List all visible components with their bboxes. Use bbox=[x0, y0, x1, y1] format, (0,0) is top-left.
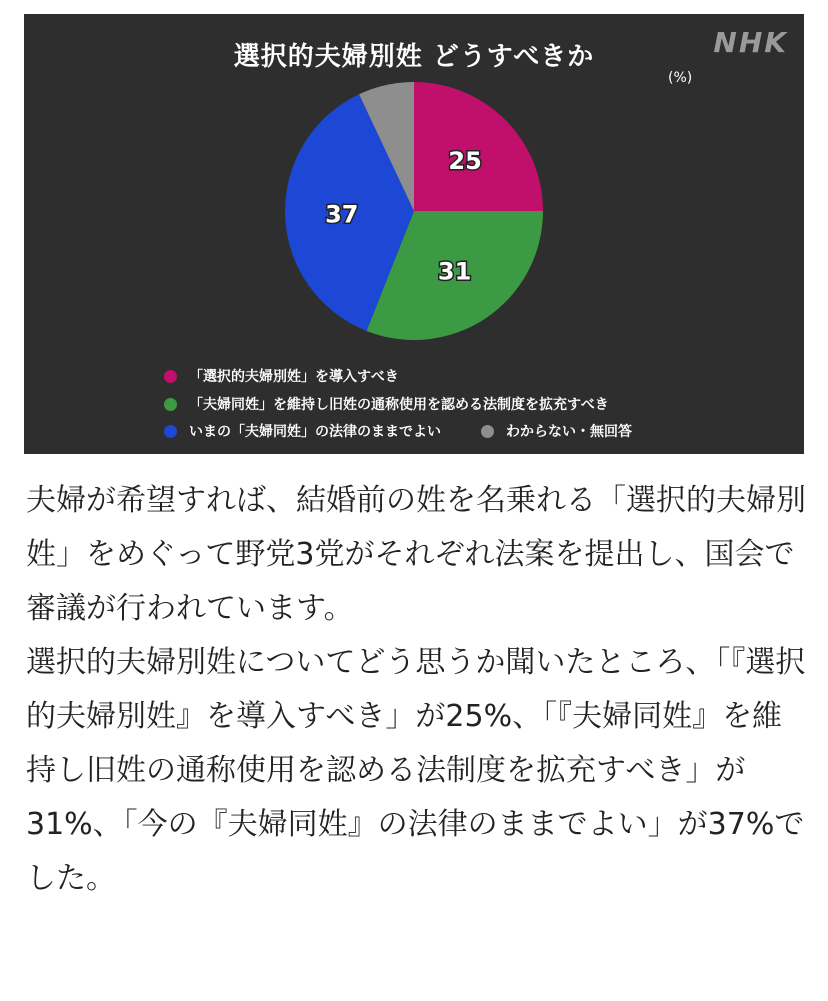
legend-label-maintain-expand: 「夫婦同姓」を維持し旧姓の通称使用を認める法制度を拡充すべき bbox=[189, 397, 609, 413]
pie-label-introduce: 25 bbox=[448, 146, 482, 175]
pie-chart bbox=[24, 14, 804, 354]
legend-label-current-law: いまの「夫婦同姓」の法律のままでよい bbox=[189, 424, 441, 440]
legend-swatch-current-law bbox=[164, 425, 177, 438]
article-paragraph-1: 夫婦が希望すれば、結婚前の姓を名乗れる「選択的夫婦別姓」をめぐって野党3党がそれぞれ法案を提出し、国会で審議が行われています。 bbox=[26, 483, 806, 626]
chart-title: 選択的夫婦別姓 どうすべきか bbox=[233, 42, 595, 72]
legend-item-introduce bbox=[164, 366, 399, 386]
pie-label-maintain-expand: 31 bbox=[437, 257, 472, 286]
legend-swatch-introduce bbox=[164, 370, 177, 383]
article-body bbox=[26, 474, 806, 906]
nhk-logo: NHK bbox=[713, 26, 788, 59]
article-paragraph-2: 選択的夫婦別姓についてどう思うか聞いたところ、「『選択的夫婦別姓』を導入すべき」が25%、「『夫婦同姓』を維持し旧姓の通称使用を認める法制度を拡充すべき」が31%、「今の『夫婦同姓』の法律のままでよい」が37%でした。 bbox=[26, 645, 806, 896]
pie-label-current-law: 37 bbox=[325, 200, 359, 229]
legend-swatch-maintain-expand bbox=[164, 398, 177, 411]
legend-swatch-dont-know bbox=[481, 425, 494, 438]
legend-item-dont-know bbox=[481, 421, 632, 441]
legend-label-dont-know: わからない・無回答 bbox=[506, 424, 632, 440]
unit-label: (%) bbox=[668, 70, 693, 86]
legend-label-introduce: 「選択的夫婦別姓」を導入すべき bbox=[189, 369, 399, 385]
legend-item-current-law bbox=[164, 421, 632, 441]
legend-item-maintain-expand bbox=[164, 394, 609, 414]
chart-panel bbox=[24, 14, 804, 454]
